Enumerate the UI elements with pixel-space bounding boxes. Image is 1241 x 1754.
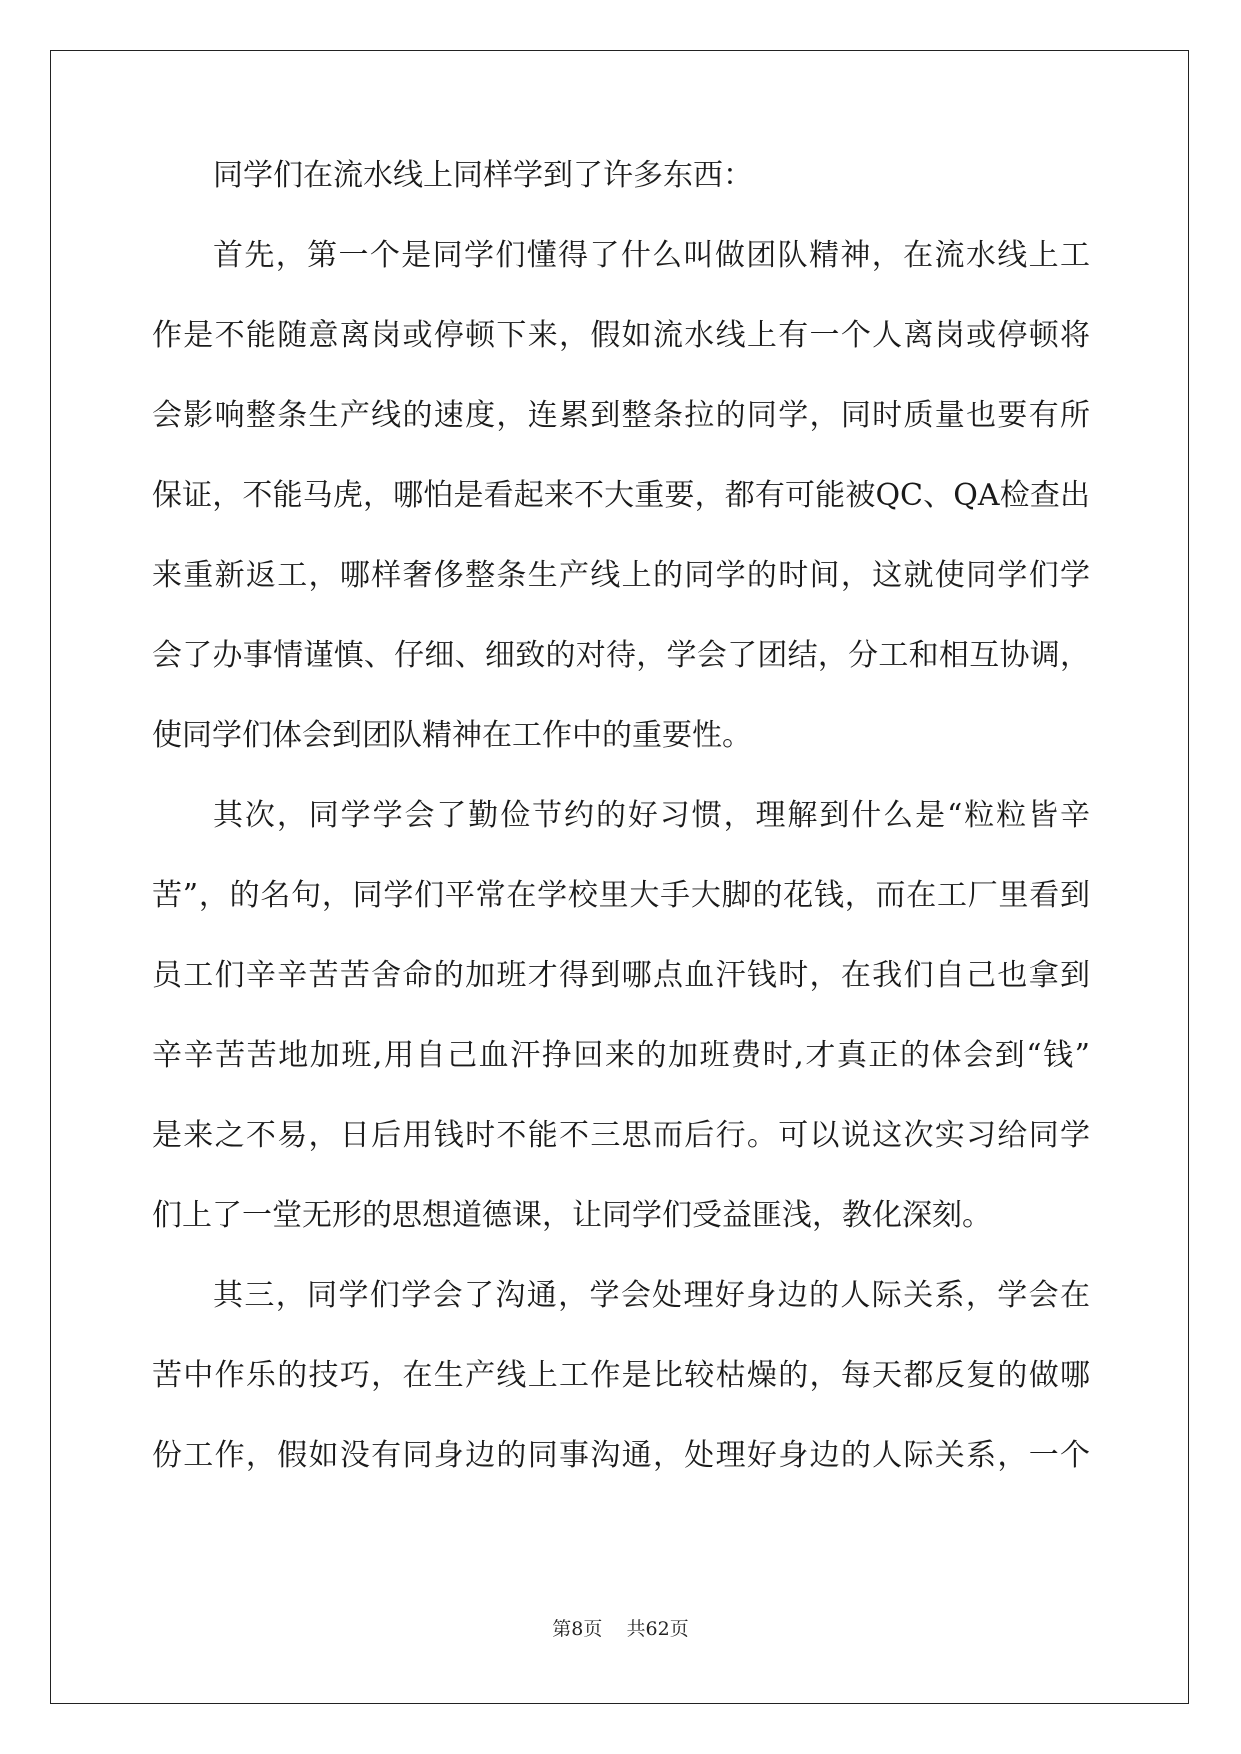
document-body	[152, 158, 1090, 1521]
footer-total-unit: 页	[669, 1618, 689, 1640]
page-footer	[0, 1617, 1241, 1641]
paragraph-4-line-1: 其三，同学们学会了沟通，学会处理好身边的人际关系，学会在	[213, 1278, 1090, 1313]
paragraph-2-line-4: 保证，不能马虎，哪怕是看起来不大重要，都有可能被QC、QA检查出	[152, 478, 1090, 513]
paragraph-3-line-1: 其次，同学学会了勤俭节约的好习惯，理解到什么是“粒粒皆辛	[213, 798, 1090, 833]
paragraph-2-line-3: 会影响整条生产线的速度，连累到整条拉的同学，同时质量也要有所	[152, 398, 1090, 433]
paragraph-2-line-6: 会了办事情谨慎、仔细、细致的对待，学会了团结，分工和相互协调，	[152, 638, 1090, 673]
paragraph-3-line-2: 苦”，的名句，同学们平常在学校里大手大脚的花钱，而在工厂里看到	[152, 878, 1090, 913]
footer-total-pages: 62	[645, 1618, 670, 1640]
paragraph-4-line-3: 份工作，假如没有同身边的同事沟通，处理好身边的人际关系，一个	[152, 1438, 1090, 1473]
paragraph-4-line-2: 苦中作乐的技巧，在生产线上工作是比较枯燥的，每天都反复的做哪	[152, 1358, 1090, 1393]
footer-gap	[602, 1618, 626, 1640]
footer-page-prefix: 第	[552, 1618, 572, 1640]
paragraph-2-line-2: 作是不能随意离岗或停顿下来，假如流水线上有一个人离岗或停顿将	[152, 318, 1090, 353]
paragraph-3-line-4: 辛辛苦苦地加班,用自己血汗挣回来的加班费时,才真正的体会到“钱”	[152, 1038, 1090, 1073]
paragraph-2-line-5: 来重新返工，哪样奢侈整条生产线上的同学的时间，这就使同学们学	[152, 558, 1090, 593]
paragraph-3-line-6: 们上了一堂无形的思想道德课，让同学们受益匪浅，教化深刻。	[152, 1198, 992, 1233]
paragraph-1-line-1: 同学们在流水线上同样学到了许多东西：	[213, 158, 753, 193]
footer-page-unit: 页	[583, 1618, 603, 1640]
paragraph-3-line-3: 员工们辛辛苦苦舍命的加班才得到哪点血汗钱时，在我们自己也拿到	[152, 958, 1090, 993]
footer-total-prefix: 共	[626, 1618, 646, 1640]
paragraph-2-line-1: 首先，第一个是同学们懂得了什么叫做团队精神，在流水线上工	[213, 238, 1090, 273]
paragraph-3-line-5: 是来之不易，日后用钱时不能不三思而后行。可以说这次实习给同学	[152, 1118, 1090, 1153]
paragraph-2-line-7: 使同学们体会到团队精神在工作中的重要性。	[152, 718, 752, 753]
footer-page-number: 8	[571, 1618, 584, 1640]
